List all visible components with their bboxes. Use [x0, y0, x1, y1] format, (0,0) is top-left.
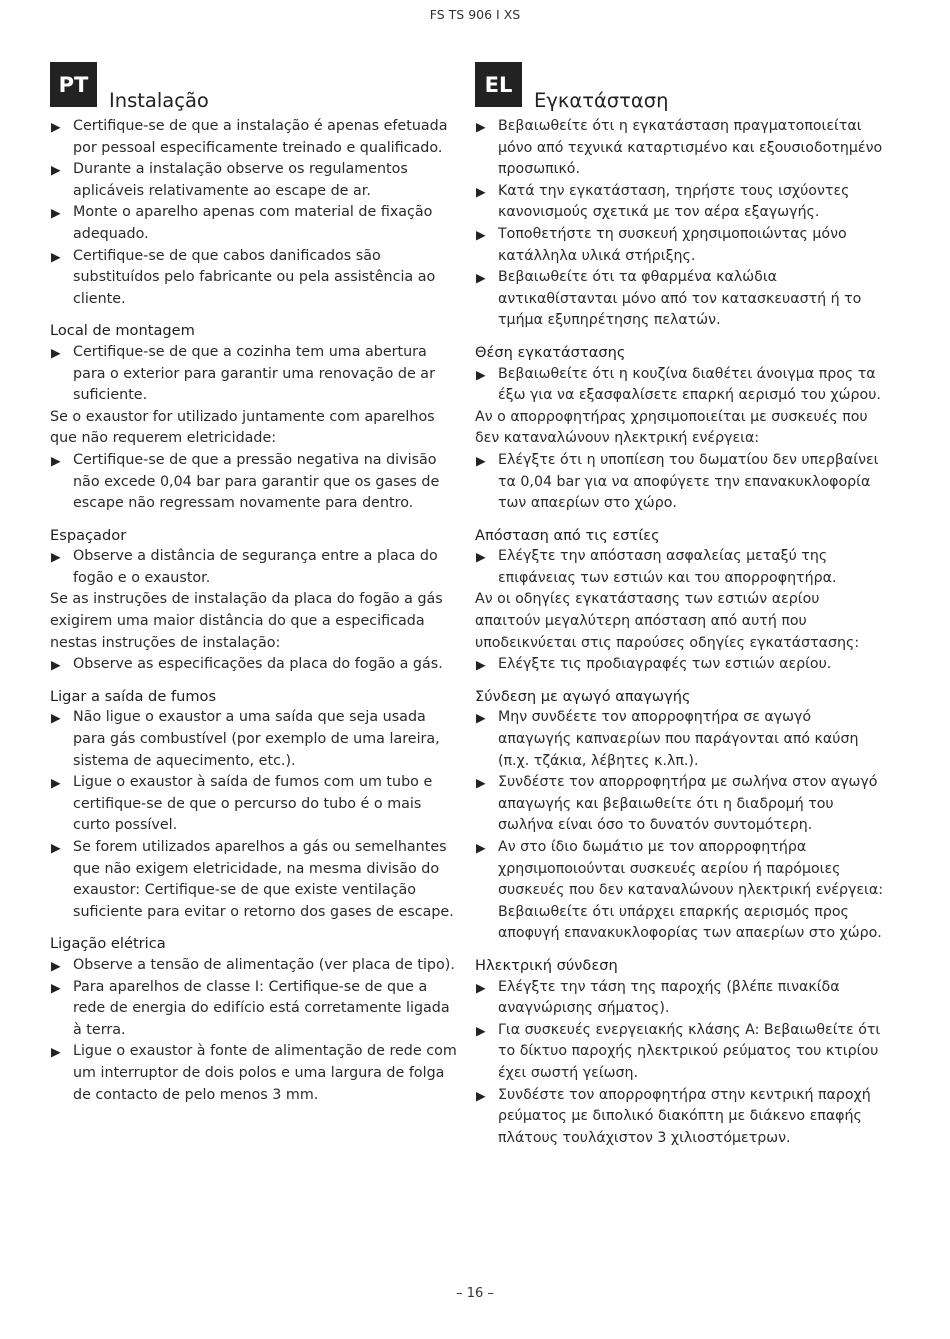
- content-el: [475, 116, 885, 1149]
- subsection-heading: Espaçador: [50, 526, 127, 544]
- bullet-item: [50, 837, 458, 923]
- bullet-item: [50, 450, 458, 515]
- section-title-el: Εγκατάσταση: [534, 89, 669, 112]
- content-pt: [50, 116, 458, 1106]
- bullet-item: [475, 116, 885, 181]
- bullet-text: Τοποθετήστε τη συσκευή χρησιμοποιώντας μόνο κατάλληλα υλικά στήριξης.: [498, 225, 847, 264]
- bullet-item: [475, 977, 885, 1020]
- bullet-item: [475, 654, 885, 676]
- bullet-text: Observe a distância de segurança entre a placa do fogão e o exaustor.: [73, 548, 438, 586]
- bullet-item: [50, 707, 458, 772]
- bullet-triangle-icon: ▶: [476, 657, 486, 673]
- bullet-text: Για συσκευές ενεργειακής κλάσης A: Βεβαιωθείτε ότι το δίκτυο παροχής ηλεκτρικού ρεύματος του κτιρίου έχει σωστή γείωση.: [498, 1021, 881, 1081]
- bullet-triangle-icon: ▶: [51, 710, 61, 726]
- bullet-item: [50, 246, 458, 311]
- subsection: [475, 955, 885, 1149]
- bullet-text: Ελέγξτε την απόσταση ασφαλείας μεταξύ της επιφάνειας των εστιών και του απορροφητήρα.: [498, 548, 837, 586]
- bullet-text: Para aparelhos de classe I: Certifique-se de que a rede de energia do edifício está corretamente ligada à terra.: [73, 978, 450, 1038]
- bullet-triangle-icon: ▶: [476, 183, 486, 199]
- bullet-triangle-icon: ▶: [51, 119, 61, 134]
- bullet-item: [475, 181, 885, 224]
- bullet-triangle-icon: ▶: [51, 248, 61, 264]
- subsection: [475, 525, 885, 676]
- bullet-text: Βεβαιωθείτε ότι η κουζίνα διαθέτει άνοιγμα προς τα έξω για να εξασφαλίσετε επαρκή αερισμό του χώρου.: [498, 365, 881, 404]
- paragraph: Se as instruções de instalação da placa do fogão a gás exigirem uma maior distância do que a especificada nestas instruções de instalação:: [50, 591, 443, 651]
- bullet-item: [475, 364, 885, 407]
- paragraph: Αν οι οδηγίες εγκατάστασης των εστιών αερίου απαιτούν μεγαλύτερη απόσταση από αυτή που υποδεικνύεται στις παρούσες οδηγίες εγκατάστασης:: [475, 591, 860, 651]
- bullet-item: [50, 202, 458, 245]
- bullet-text: Monte o aparelho apenas com material de fixação adequado.: [73, 204, 433, 242]
- bullet-text: Não ligue o exaustor a uma saída que seja usada para gás combustível (por exemplo de uma lareira, sistema de aquecimento, etc.).: [73, 709, 440, 769]
- bullet-item: [475, 224, 885, 267]
- bullet-triangle-icon: ▶: [476, 119, 486, 134]
- bullet-triangle-icon: ▶: [476, 366, 486, 382]
- subsection-heading: Ligar a saída de fumos: [50, 687, 217, 705]
- bullet-text: Βεβαιωθείτε ότι η εγκατάσταση πραγματοποιείται μόνο από τεχνικά καταρτισμένο και εξουσιοδοτημένο προσωπικό.: [498, 118, 883, 178]
- bullet-triangle-icon: ▶: [476, 775, 486, 791]
- bullet-triangle-icon: ▶: [51, 162, 61, 178]
- section-title-pt: Instalação: [109, 89, 209, 112]
- bullet-triangle-icon: ▶: [51, 957, 61, 973]
- title-row: [475, 62, 885, 116]
- bullet-triangle-icon: ▶: [476, 270, 486, 286]
- bullet-triangle-icon: ▶: [476, 1022, 486, 1038]
- bullet-triangle-icon: ▶: [51, 979, 61, 995]
- bullet-text: Κατά την εγκατάσταση, τηρήστε τους ισχύοντες κανονισμούς σχετικά με τον αέρα εξαγωγής.: [498, 182, 850, 221]
- language-badge-pt: PT: [50, 62, 97, 107]
- bullet-item: [475, 1020, 885, 1085]
- page-number: – 16 –: [456, 1286, 494, 1301]
- bullet-triangle-icon: ▶: [51, 344, 61, 360]
- bullet-item: [50, 772, 458, 837]
- bullet-triangle-icon: ▶: [476, 549, 486, 565]
- subsection: [50, 686, 458, 924]
- subsection: [50, 320, 458, 514]
- bullet-triangle-icon: ▶: [51, 657, 61, 673]
- subsection-heading: Ηλεκτρική σύνδεση: [475, 956, 618, 974]
- page-header: FS TS 906 I XS: [429, 7, 521, 22]
- column-greek: [475, 62, 885, 1149]
- bullet-triangle-icon: ▶: [51, 549, 61, 565]
- bullet-item: [50, 342, 458, 407]
- bullet-item: [50, 654, 458, 676]
- bullet-triangle-icon: ▶: [51, 205, 61, 221]
- bullet-item: [50, 546, 458, 589]
- column-portuguese: [50, 62, 458, 1106]
- bullet-text: Ελέγξτε την τάση της παροχής (βλέπε πινακίδα αναγνώρισης σήματος).: [498, 978, 840, 1017]
- bullet-item: [475, 772, 885, 837]
- bullet-text: Ελέγξτε τις προδιαγραφές των εστιών αερίου.: [498, 656, 832, 673]
- bullet-item: [475, 450, 885, 515]
- subsection: [475, 342, 885, 515]
- bullet-text: Βεβαιωθείτε ότι τα φθαρμένα καλώδια αντικαθίστανται μόνο από τον κατασκευαστή ή το τμήμα εξυπηρέτησης πελατών.: [498, 269, 862, 329]
- bullet-item: [475, 1085, 885, 1150]
- subsection-heading: Local de montagem: [50, 322, 195, 340]
- subsection-heading: Θέση εγκατάστασης: [475, 343, 626, 361]
- bullet-text: Certifique-se de que a instalação é apenas efetuada por pessoal especificamente treinado e qualificado.: [73, 118, 448, 156]
- bullet-triangle-icon: ▶: [51, 452, 61, 468]
- bullet-triangle-icon: ▶: [476, 979, 486, 995]
- bullet-triangle-icon: ▶: [476, 840, 486, 855]
- bullet-item: [50, 116, 458, 159]
- bullet-text: Μην συνδέετε τον απορροφητήρα σε αγωγό απαγωγής καπναερίων που παράγονται από καύση (π.χ. τζάκια, λέβητες κ.λπ.).: [498, 709, 859, 769]
- bullet-item: [50, 1041, 458, 1106]
- paragraph: Αν ο απορροφητήρας χρησιμοποιείται με συσκευές που δεν καταναλώνουν ηλεκτρική ενέργεια:: [475, 408, 868, 447]
- bullet-text: Certifique-se de que cabos danificados são substituídos pelo fabricante ou pela assistência ao cliente.: [73, 247, 436, 307]
- bullet-text: Ligue o exaustor à fonte de alimentação de rede com um interruptor de dois polos e uma largura de folga de contacto de pelo menos 3 mm.: [73, 1043, 457, 1103]
- bullet-triangle-icon: ▶: [476, 1087, 486, 1103]
- bullet-triangle-icon: ▶: [476, 452, 486, 468]
- subsection-heading: Απόσταση από τις εστίες: [475, 526, 660, 544]
- bullet-text: Durante a instalação observe os regulamentos aplicáveis relativamente ao escape de ar.: [73, 161, 408, 199]
- bullet-item: [475, 837, 885, 945]
- bullet-text: Συνδέστε τον απορροφητήρα στην κεντρική παροχή ρεύματος με διπολικό διακόπτη με διάκενο επαφής πλάτους τουλάχιστον 3 χιλιοστόμετρων.: [498, 1086, 871, 1146]
- title-row: [50, 62, 458, 116]
- bullet-text: Αν στο ίδιο δωμάτιο με τον απορροφητήρα χρησιμοποιούνται συσκευές αερίου ή παρόμοιες συσκευές που δεν καταναλώνουν ηλεκτρική ενέργεια: Βεβαιωθείτε ότι υπάρχει επαρκής αερισμός προς αποφυγή επανακυκλοφορίας των απαερίων στο χώρο.: [498, 839, 883, 942]
- paragraph: Se o exaustor for utilizado juntamente com aparelhos que não requerem eletricidade:: [50, 408, 435, 447]
- bullet-text: Observe as especificações da placa do fogão a gás.: [73, 656, 443, 673]
- language-badge-el: EL: [475, 62, 522, 107]
- bullet-triangle-icon: ▶: [476, 710, 486, 726]
- bullet-text: Ligue o exaustor à saída de fumos com um tubo e certifique-se de que o percurso do tubo é o mais curto possível.: [73, 774, 433, 834]
- bullet-text: Observe a tensão de alimentação (ver placa de tipo).: [73, 956, 455, 973]
- bullet-text: Se forem utilizados aparelhos a gás ou semelhantes que não exigem eletricidade, na mesma divisão do exaustor: Certifique-se de que existe ventilação suficiente para evitar o retorno dos gases de escape.: [73, 839, 454, 920]
- bullet-item: [50, 977, 458, 1042]
- bullet-text: Συνδέστε τον απορροφητήρα με σωλήνα στον αγωγό απαγωγής και βεβαιωθείτε ότι η διαδρομή του σωλήνα είναι όσο το δυνατόν συντομότερη.: [498, 774, 878, 834]
- bullet-text: Ελέγξτε ότι η υποπίεση του δωματίου δεν υπερβαίνει τα 0,04 bar για να αποφύγετε την επανακυκλοφορία των απαερίων στο χώρο.: [498, 451, 879, 512]
- bullet-item: [50, 955, 458, 977]
- subsection-heading: Σύνδεση με αγωγό απαγωγής: [475, 687, 691, 705]
- subsection: [50, 933, 458, 1106]
- bullet-triangle-icon: ▶: [51, 1044, 61, 1060]
- bullet-text: Certifique-se de que a pressão negativa na divisão não excede 0,04 bar para garantir que os gases de escape não regressam novamente para dentro.: [73, 451, 440, 512]
- bullet-item: [475, 707, 885, 772]
- subsection: [50, 525, 458, 676]
- bullet-triangle-icon: ▶: [51, 775, 61, 791]
- bullet-item: [50, 159, 458, 202]
- bullet-item: [475, 267, 885, 332]
- subsection: [475, 686, 885, 945]
- bullet-text: Certifique-se de que a cozinha tem uma abertura para o exterior para garantir uma renovação de ar suficiente.: [73, 343, 435, 404]
- bullet-triangle-icon: ▶: [51, 840, 61, 855]
- bullet-item: [475, 546, 885, 589]
- bullet-triangle-icon: ▶: [476, 226, 486, 242]
- subsection-heading: Ligação elétrica: [50, 935, 166, 953]
